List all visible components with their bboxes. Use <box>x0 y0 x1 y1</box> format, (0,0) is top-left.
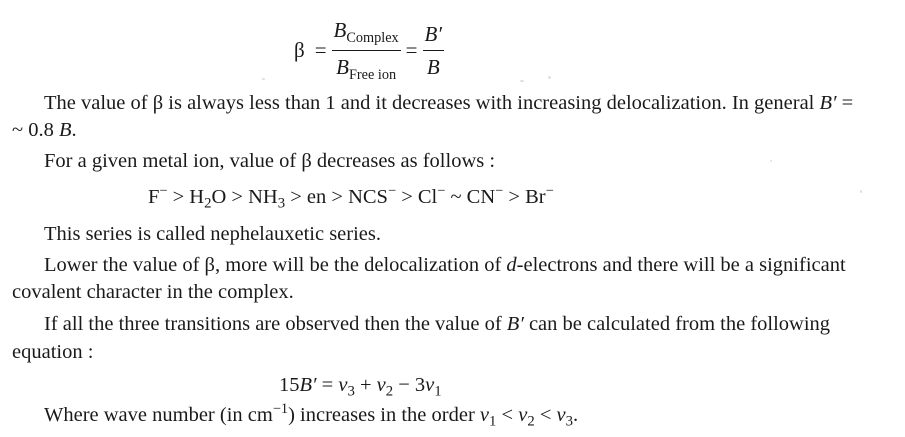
paragraph-5-line-2: equation : <box>12 341 94 363</box>
paragraph-5-line-1: If all the three transitions are observed then the value of B′ can be calculated from the following <box>44 313 831 335</box>
paragraph-1-line-1: The value of β is always less than 1 and it decreases with increasing delocalization. In general B′ = <box>44 92 854 114</box>
beta-equation <box>289 18 444 84</box>
scan-speck <box>548 76 551 79</box>
scan-speck <box>770 160 772 162</box>
scan-speck <box>860 190 862 193</box>
fraction-complex-free-ion: $\frac{B_{Complex}}{B_{Free ion}}$ <box>333 18 399 83</box>
scan-speck <box>520 80 524 82</box>
equals-sign: = <box>314 38 327 63</box>
paragraph-3: This series is called nephelauxetic series. <box>44 223 381 245</box>
paragraph-2: For a given metal ion, value of β decreases as follows : <box>44 150 496 172</box>
scan-speck <box>262 78 265 80</box>
paragraph-4-line-1: Lower the value of β, more will be the delocalization of d-electrons and there will be a significant <box>44 254 846 276</box>
beta-symbol: β <box>294 38 305 63</box>
b-prime-equation: $15B' = v_3 + v_2 - 3v_1$ <box>279 374 442 400</box>
paragraph-6: Where wave number (in $cm^{-1}$) increases in the order $v_1 < v_2 < v_3$. <box>44 401 579 430</box>
nephelauxetic-series: $F^- > H_2O > NH_3$ > en > NCS− > Cl− ~ CN− > Br− <box>148 183 554 212</box>
fraction-b-prime-over-b: $\frac{B'}{B}$ <box>424 21 442 79</box>
paragraph-1-line-2: ~ 0.8 B. <box>12 119 77 141</box>
equals-sign-2: = <box>405 38 418 63</box>
paragraph-4-line-2: covalent character in the complex. <box>12 281 294 303</box>
